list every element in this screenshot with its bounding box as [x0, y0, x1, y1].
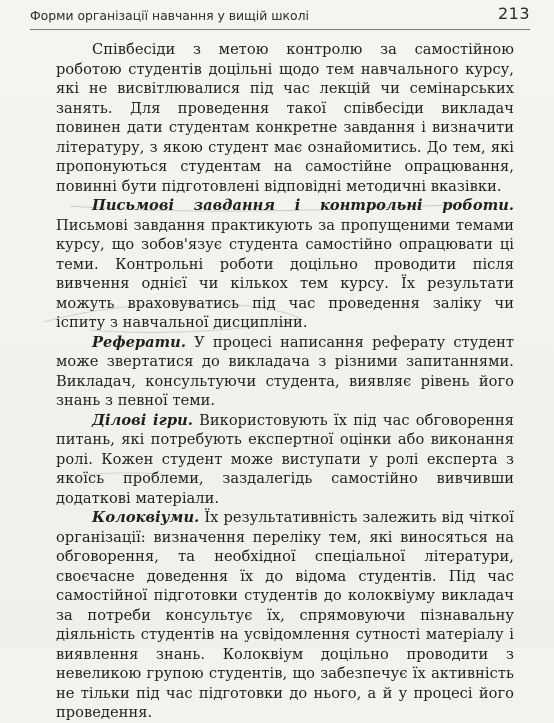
paragraph-written-assignments — [56, 196, 514, 333]
paragraph-interviews: Співбесіди з метою контролю за самостійною роботою студентів доцільні щодо тем навчального курсу, які не висвітлювалися під час лекцій чи семінарських занять. Для проведення такої співбесіди викладач повинен дати студентам конкретне завдання і визначити літературу, з якою студент має ознайомитись. До тем, які пропонуються студентам на самостійне опрацювання, повинні бути підготовлені відповідні методичні вказівки. — [56, 41, 514, 195]
running-header-title: Форми організації навчання у вищій школі — [30, 8, 309, 23]
term-business-games: Ділові ігри. — [92, 411, 193, 429]
running-header — [30, 4, 530, 25]
paragraph-essays — [56, 333, 514, 411]
term-essays: Реферати. — [92, 333, 186, 351]
page-body — [56, 40, 514, 723]
term-written-assignments: Письмові завдання і контрольні роботи. — [92, 197, 514, 214]
paragraph-business-games — [56, 411, 514, 509]
paragraph-business-games-text: Використовують їх під час обговорення питань, які потребують експертної оцінки або виконання ролі. Кожен студент може виступати у ролі експерта з якоїсь проблеми, заздалегідь самостійно вивчивши додаткові матеріали. — [56, 411, 514, 507]
page-number: 213 — [497, 4, 530, 23]
paragraph-colloquia-text: Їх результативність залежить від чіткої організації: визначення переліку тем, які виносяться на обговорення, та необхідної спеціальної літератури, своєчасне доведення їх до відома студентів. Під час самостійної підготовки студентів до колоквіуму викладач за потреби консультує їх, спрямовуючи пізнавальну діяльність студентів на усвідомлення сутності матеріалу і виявлення знань. Колоквіум доцільно проводити з невеликою групою студентів, що забезпечує їх активність не тільки під час підготовки до нього, а й у процесі його проведення. — [56, 509, 514, 721]
term-colloquia: Колоквіуми. — [92, 509, 200, 526]
header-rule — [30, 29, 530, 30]
paragraph-colloquia — [56, 508, 514, 723]
paragraph-written-assignments-text: Письмові завдання практикують за пропущеними темами курсу, що зобов'язує студента самостійно опрацювати ці теми. Контрольні роботи доцільно проводити після вивчення однієї чи кількох тем курсу. Їх результати можуть враховуватись під час проведення заліку чи іспиту з навчальної дисципліни. — [56, 216, 514, 331]
paragraph-essays-text: У процесі написання реферату студент може звертатися до викладача з різними запитаннями. Викладач, консультуючи студента, виявляє рівень його знань з певної теми. — [56, 333, 514, 409]
